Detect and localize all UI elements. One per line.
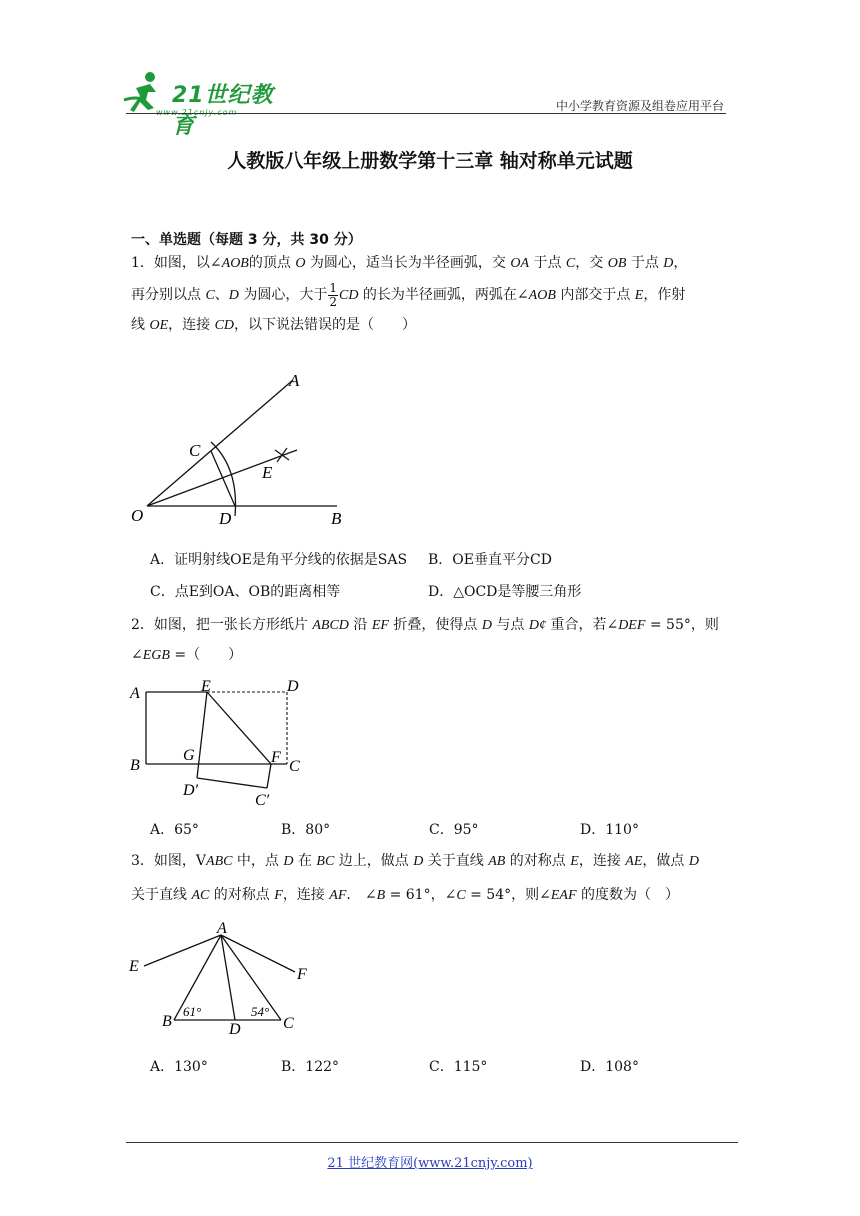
q3-option-b[interactable]: B．122° bbox=[281, 1059, 340, 1075]
fig3-label-a: A bbox=[217, 920, 227, 937]
q1-option-c[interactable]: C．点E到OA、OB的距离相等 bbox=[150, 584, 341, 600]
fig1-label-o: O bbox=[131, 506, 144, 525]
fig2-label-f: F bbox=[271, 749, 281, 766]
question-3-text: 3．如图，VABC 中，点 D 在 BC 边上，做点 D 关于直线 AB 的对称点 E，连接 AE，做点 D 关于直线 AC 的对称点 F，连接 AF． ∠B = 61°，∠C = 54°，则∠EAF 的度数为（ ） bbox=[131, 853, 699, 903]
q1-option-d[interactable]: D．△OCD是等腰三角形 bbox=[428, 584, 582, 600]
fig3-label-e: E bbox=[129, 958, 139, 975]
q3-option-d[interactable]: D．108° bbox=[580, 1059, 639, 1075]
q2-option-b[interactable]: B．80° bbox=[281, 822, 331, 838]
footer-link[interactable]: 21 世纪教育网(www.21cnjy.com) bbox=[327, 1156, 533, 1171]
q3-option-a[interactable]: A．130° bbox=[150, 1059, 208, 1075]
fig3-angle-c: 54° bbox=[251, 1004, 270, 1019]
question-1-text: 1．如图，以∠AOB的顶点 O 为圆心，适当长为半径画弧，交 OA 于点 C，交 OB 于点 D， 再分别以点 C、D 为圆心，大于 $\frac{1}{2}$ CD 的长为半径画弧，两弧在∠AOB 内部交于点 E，作射 线 OE，连接 CD，以下说法错误的是（ ） bbox=[131, 255, 688, 333]
fig2-label-d: D bbox=[287, 678, 299, 695]
q1-option-b[interactable]: B．OE垂直平分CD bbox=[428, 552, 552, 568]
fig2-label-a: A bbox=[130, 685, 140, 702]
fig1-label-b: B bbox=[331, 509, 342, 528]
fig3-label-b: B bbox=[162, 1013, 172, 1030]
section-heading: 一、单选题（每题 3 分，共 30 分） bbox=[131, 232, 362, 248]
q3-option-c[interactable]: C．115° bbox=[429, 1059, 488, 1075]
q1-option-a[interactable]: A．证明射线OE是角平分线的依据是SAS bbox=[150, 552, 408, 568]
fig3-label-d: D bbox=[229, 1021, 241, 1038]
fig2-label-c: C bbox=[289, 758, 300, 775]
fig3-label-c: C bbox=[283, 1015, 294, 1032]
question-2-text: 2．如图，把一张长方形纸片 ABCD 沿 EF 折叠，使得点 D 与点 D¢ 重合，若∠DEF = 55°，则 ∠EGB =（ ） bbox=[131, 617, 719, 663]
header-divider bbox=[126, 113, 726, 114]
fig1-label-e: E bbox=[262, 463, 273, 482]
fig2-label-d-prime: D′ bbox=[183, 782, 199, 799]
question-1-figure bbox=[125, 368, 355, 530]
fig1-label-a: A bbox=[289, 371, 300, 390]
footer-divider bbox=[126, 1142, 738, 1143]
fig2-label-b: B bbox=[130, 757, 140, 774]
q2-option-a[interactable]: A．65° bbox=[150, 822, 199, 838]
fig3-label-f: F bbox=[297, 966, 307, 983]
fig2-label-c-prime: C′ bbox=[255, 792, 270, 809]
fig2-label-e: E bbox=[201, 678, 211, 695]
page-title: 人教版八年级上册数学第十三章 轴对称单元试题 bbox=[227, 150, 633, 172]
logo-url: www.21cnjy.com bbox=[156, 108, 238, 117]
platform-name: 中小学教育资源及组卷应用平台 bbox=[555, 99, 724, 113]
q2-option-c[interactable]: C．95° bbox=[429, 822, 479, 838]
fig2-label-g: G bbox=[183, 747, 195, 764]
q2-option-d[interactable]: D．110° bbox=[580, 822, 639, 838]
fig1-label-d: D bbox=[219, 509, 232, 528]
logo-text: 21世纪教育 bbox=[172, 83, 274, 139]
fig3-angle-b: 61° bbox=[183, 1004, 202, 1019]
question-3-figure bbox=[125, 918, 320, 1038]
fig1-label-c: C bbox=[189, 441, 201, 460]
question-2-figure bbox=[125, 674, 310, 812]
